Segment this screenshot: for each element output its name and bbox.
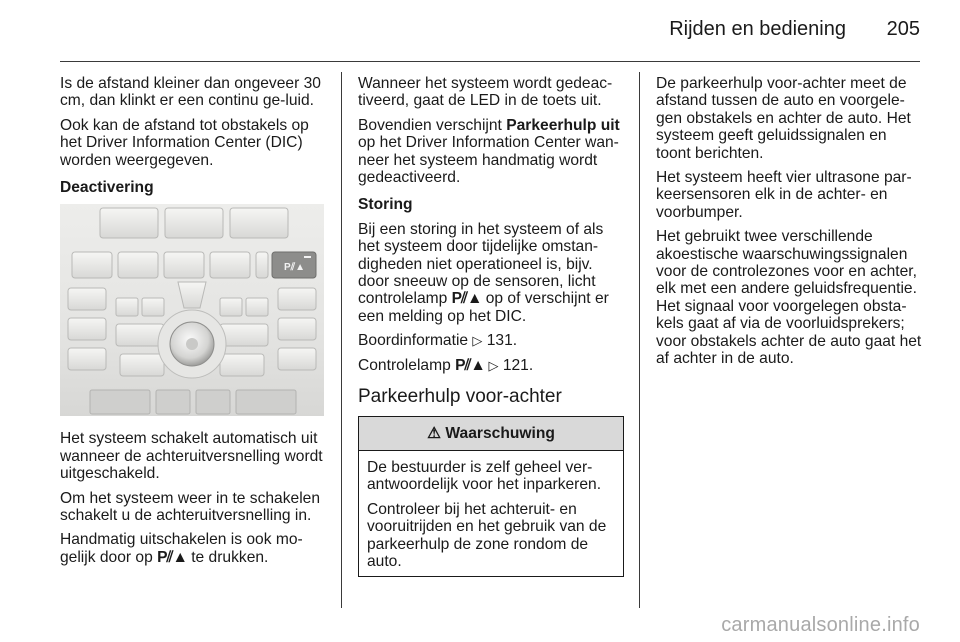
paragraph: De parkeerhulp voor-achter meet de afstand tussen de auto en voorgele-gen obstakels en achter de auto. Het systeem geeft geluidssignalen en toont berichten.	[656, 75, 911, 162]
text-span: Bij een storing in het systeem of als het systeem door tijdelijke omstan-digheden niet operationeel is, bijv. door sneeuw op de sensoren, licht controlelamp	[358, 220, 604, 308]
page-header-title: Rijden en bediening	[669, 18, 846, 40]
watermark: carmanualsonline.info	[721, 614, 920, 636]
paragraph: Het systeem schakelt automatisch uit wanneer de achteruitversnelling wordt uitgeschakeld.	[60, 430, 323, 483]
paragraph: Controleer bij het achteruit- en vooruitrijden en het gebruik van de parkeerhulp de zone rondom de auto.	[367, 500, 607, 570]
header-rule	[60, 61, 920, 62]
warning-body	[359, 451, 623, 576]
dashboard-console-photo	[60, 204, 324, 416]
dic-message-label: Parkeerhulp uit	[506, 116, 620, 134]
cross-reference[interactable]	[358, 357, 624, 374]
column-divider-left	[341, 72, 342, 608]
warning-box	[358, 416, 624, 578]
page-ref: 121.	[498, 356, 534, 374]
warning-title-bar	[359, 417, 623, 451]
paragraph: Het gebruikt twee verschillende akoestische waarschuwingssignalen voor de controlezones voor en achter, elk met een andere geluidsfrequentie. Het signaal voor voorgelegen obsta-kels gaat af via de voorluidsprekers; voor obstakels achter de auto gaat het af achter in de auto.	[656, 228, 922, 368]
text-span: te drukken.	[186, 548, 269, 566]
warning-triangle-icon: ⚠	[427, 424, 442, 442]
reference-arrow-icon: ▷	[472, 333, 483, 349]
page-number: 205	[886, 18, 920, 40]
section-heading: Parkeerhulp voor-achter	[358, 386, 562, 408]
text-span: Boordinformatie	[358, 332, 473, 350]
subheading-deactivering: Deactivering	[60, 179, 154, 197]
subheading-storing: Storing	[358, 196, 413, 214]
column-3	[656, 75, 922, 375]
warning-title: Waarschuwing	[445, 424, 555, 442]
paragraph	[358, 117, 624, 187]
paragraph	[358, 221, 624, 325]
paragraph: De bestuurder is zelf geheel ver-antwoordelijk voor het inparkeren.	[367, 458, 602, 494]
paragraph: Wanneer het systeem wordt gedeac-tiveerd, gaat de LED in de toets uit.	[358, 75, 613, 110]
parking-assist-symbol: P⫽▲	[157, 548, 187, 566]
paragraph	[60, 531, 326, 566]
parking-assist-symbol: P⫽▲	[451, 290, 482, 308]
column-1	[60, 75, 326, 573]
column-divider-right	[639, 72, 640, 608]
parking-assist-symbol: P⫽▲	[455, 356, 485, 374]
text-span: op het Driver Information Center wan-neer het systeem handmatig wordt gedeactiveerd.	[358, 134, 619, 187]
svg-text:P⫽▲: P⫽▲	[284, 262, 306, 274]
paragraph: Om het systeem weer in te schakelen schakelt u de achteruitversnelling in.	[60, 489, 321, 525]
page-ref: 131.	[482, 332, 518, 350]
text-span: Handmatig uitschakelen is ook mo-gelijk door op	[60, 531, 303, 566]
paragraph: Het systeem heeft vier ultrasone par-keersensoren elk in de achter- en voorbumper.	[656, 169, 912, 221]
reference-arrow-icon: ▷	[484, 357, 499, 373]
cross-reference[interactable]	[358, 332, 624, 349]
text-span: Bovendien verschijnt	[358, 116, 507, 134]
console-illustration	[60, 204, 324, 416]
paragraph: Ook kan de afstand tot obstakels op het Driver Information Center (DIC) worden weergegeven.	[60, 116, 309, 169]
column-2	[358, 75, 624, 577]
paragraph: Is de afstand kleiner dan ongeveer 30 cm, dan klinkt er een continu ge-luid.	[60, 75, 321, 110]
text-span: op of verschijnt er een melding op het DIC.	[358, 290, 609, 325]
text-span: Controlelamp	[358, 356, 456, 374]
